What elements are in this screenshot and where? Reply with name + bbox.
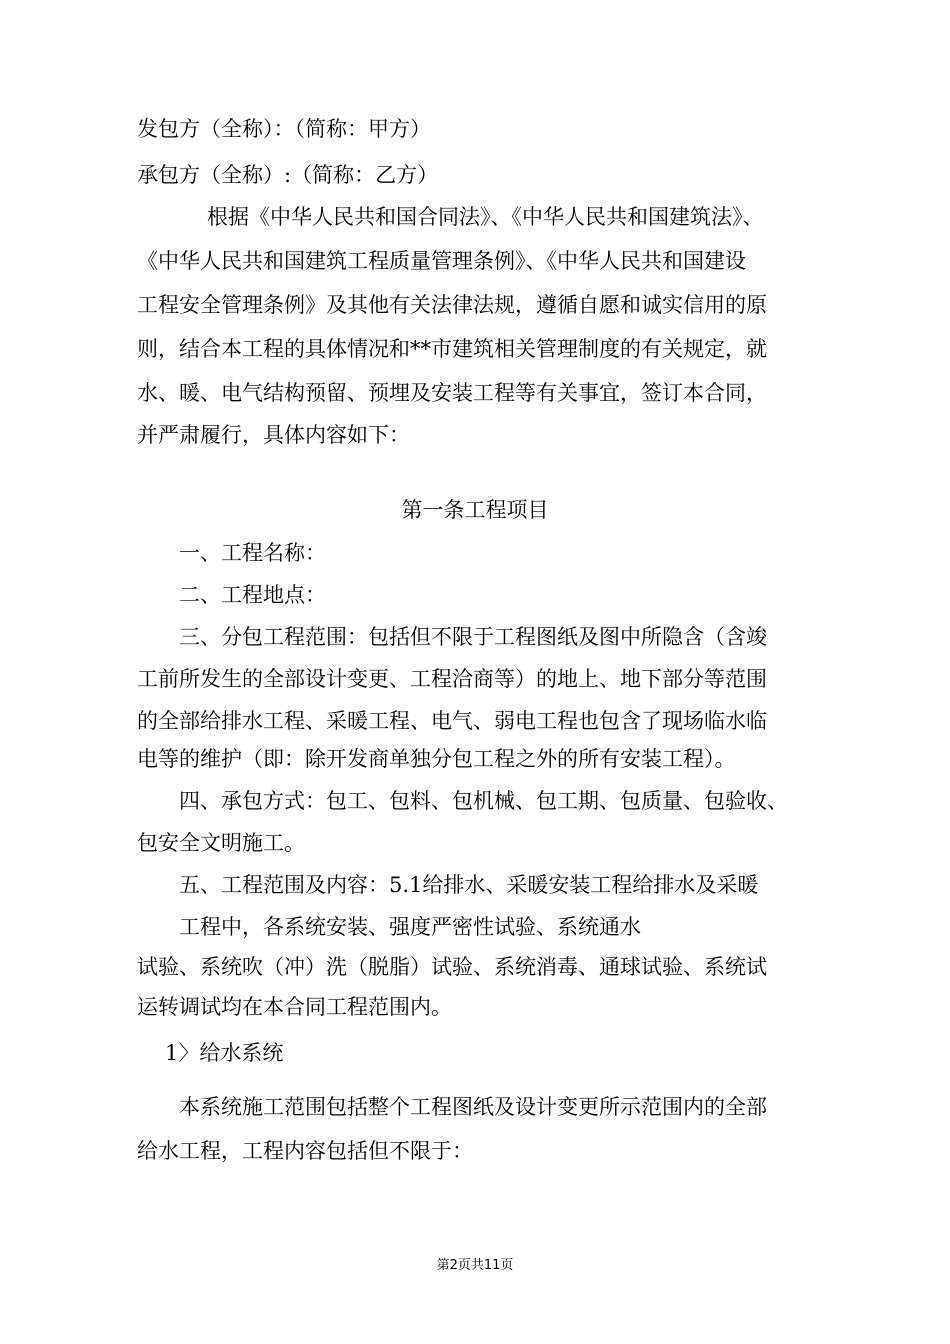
project-name-item: 一、工程名称： <box>179 541 326 565</box>
content-line: 试验、系统吹（冲）洗（脱脂）试验、系统消毒、通球试验、系统试 <box>137 955 767 979</box>
preamble-line: 并严肃履行，具体内容如下： <box>137 423 410 447</box>
method-line: 包安全文明施工。 <box>137 831 305 855</box>
water-system-line: 给水工程，工程内容包括但不限于： <box>137 1139 473 1163</box>
content-line: 工程中，各系统安装、强度严密性试验、系统通水 <box>179 915 641 939</box>
preamble-line: 水、暖、电气结构预留、预埋及安装工程等有关事宜，签订本合同， <box>137 381 767 405</box>
section-title: 第一条工程项目 <box>401 498 549 522</box>
scope-line: 电等的维护（即：除开发商单独分包工程之外的所有安装工程）。 <box>137 747 736 771</box>
preamble-line: 根据《中华人民共和国合同法》、《中华人民共和国建筑法》、 <box>207 205 764 229</box>
method-line: 四、承包方式：包工、包料、包机械、包工期、包质量、包验收、 <box>179 789 788 813</box>
scope-line: 的全部给排水工程、采暖工程、电气、弱电工程也包含了现场临水临 <box>137 709 767 733</box>
scope-line: 三、分包工程范围：包括但不限于工程图纸及图中所隐含（含竣 <box>179 625 767 649</box>
content-line: 运转调试均在本合同工程范围内。 <box>137 995 452 1019</box>
preamble-line: 《中华人民共和国建筑工程质量管理条例》、《中华人民共和国建设 <box>137 249 746 273</box>
page-number: 第2页共11页 <box>436 1258 514 1273</box>
water-system-heading: 1〉给水系统 <box>165 1041 284 1065</box>
preamble-line: 则，结合本工程的具体情况和**市建筑相关管理制度的有关规定，就 <box>137 337 767 361</box>
scope-line: 工前所发生的全部设计变更、工程洽商等）的地上、地下部分等范围 <box>137 667 767 691</box>
water-system-line: 本系统施工范围包括整个工程图纸及设计变更所示范围内的全部 <box>179 1095 767 1119</box>
content-line: 五、工程范围及内容：5.1给排水、采暖安装工程给排水及采暖 <box>179 873 759 897</box>
party-a-line: 发包方（全称）：（简称：甲方） <box>137 117 431 141</box>
party-b-line: 承包方（全称）:（简称：乙方） <box>137 163 439 187</box>
project-location-item: 二、工程地点： <box>179 583 326 607</box>
preamble-line: 工程安全管理条例》及其他有关法律法规，遵循自愿和诚实信用的原 <box>137 293 767 317</box>
